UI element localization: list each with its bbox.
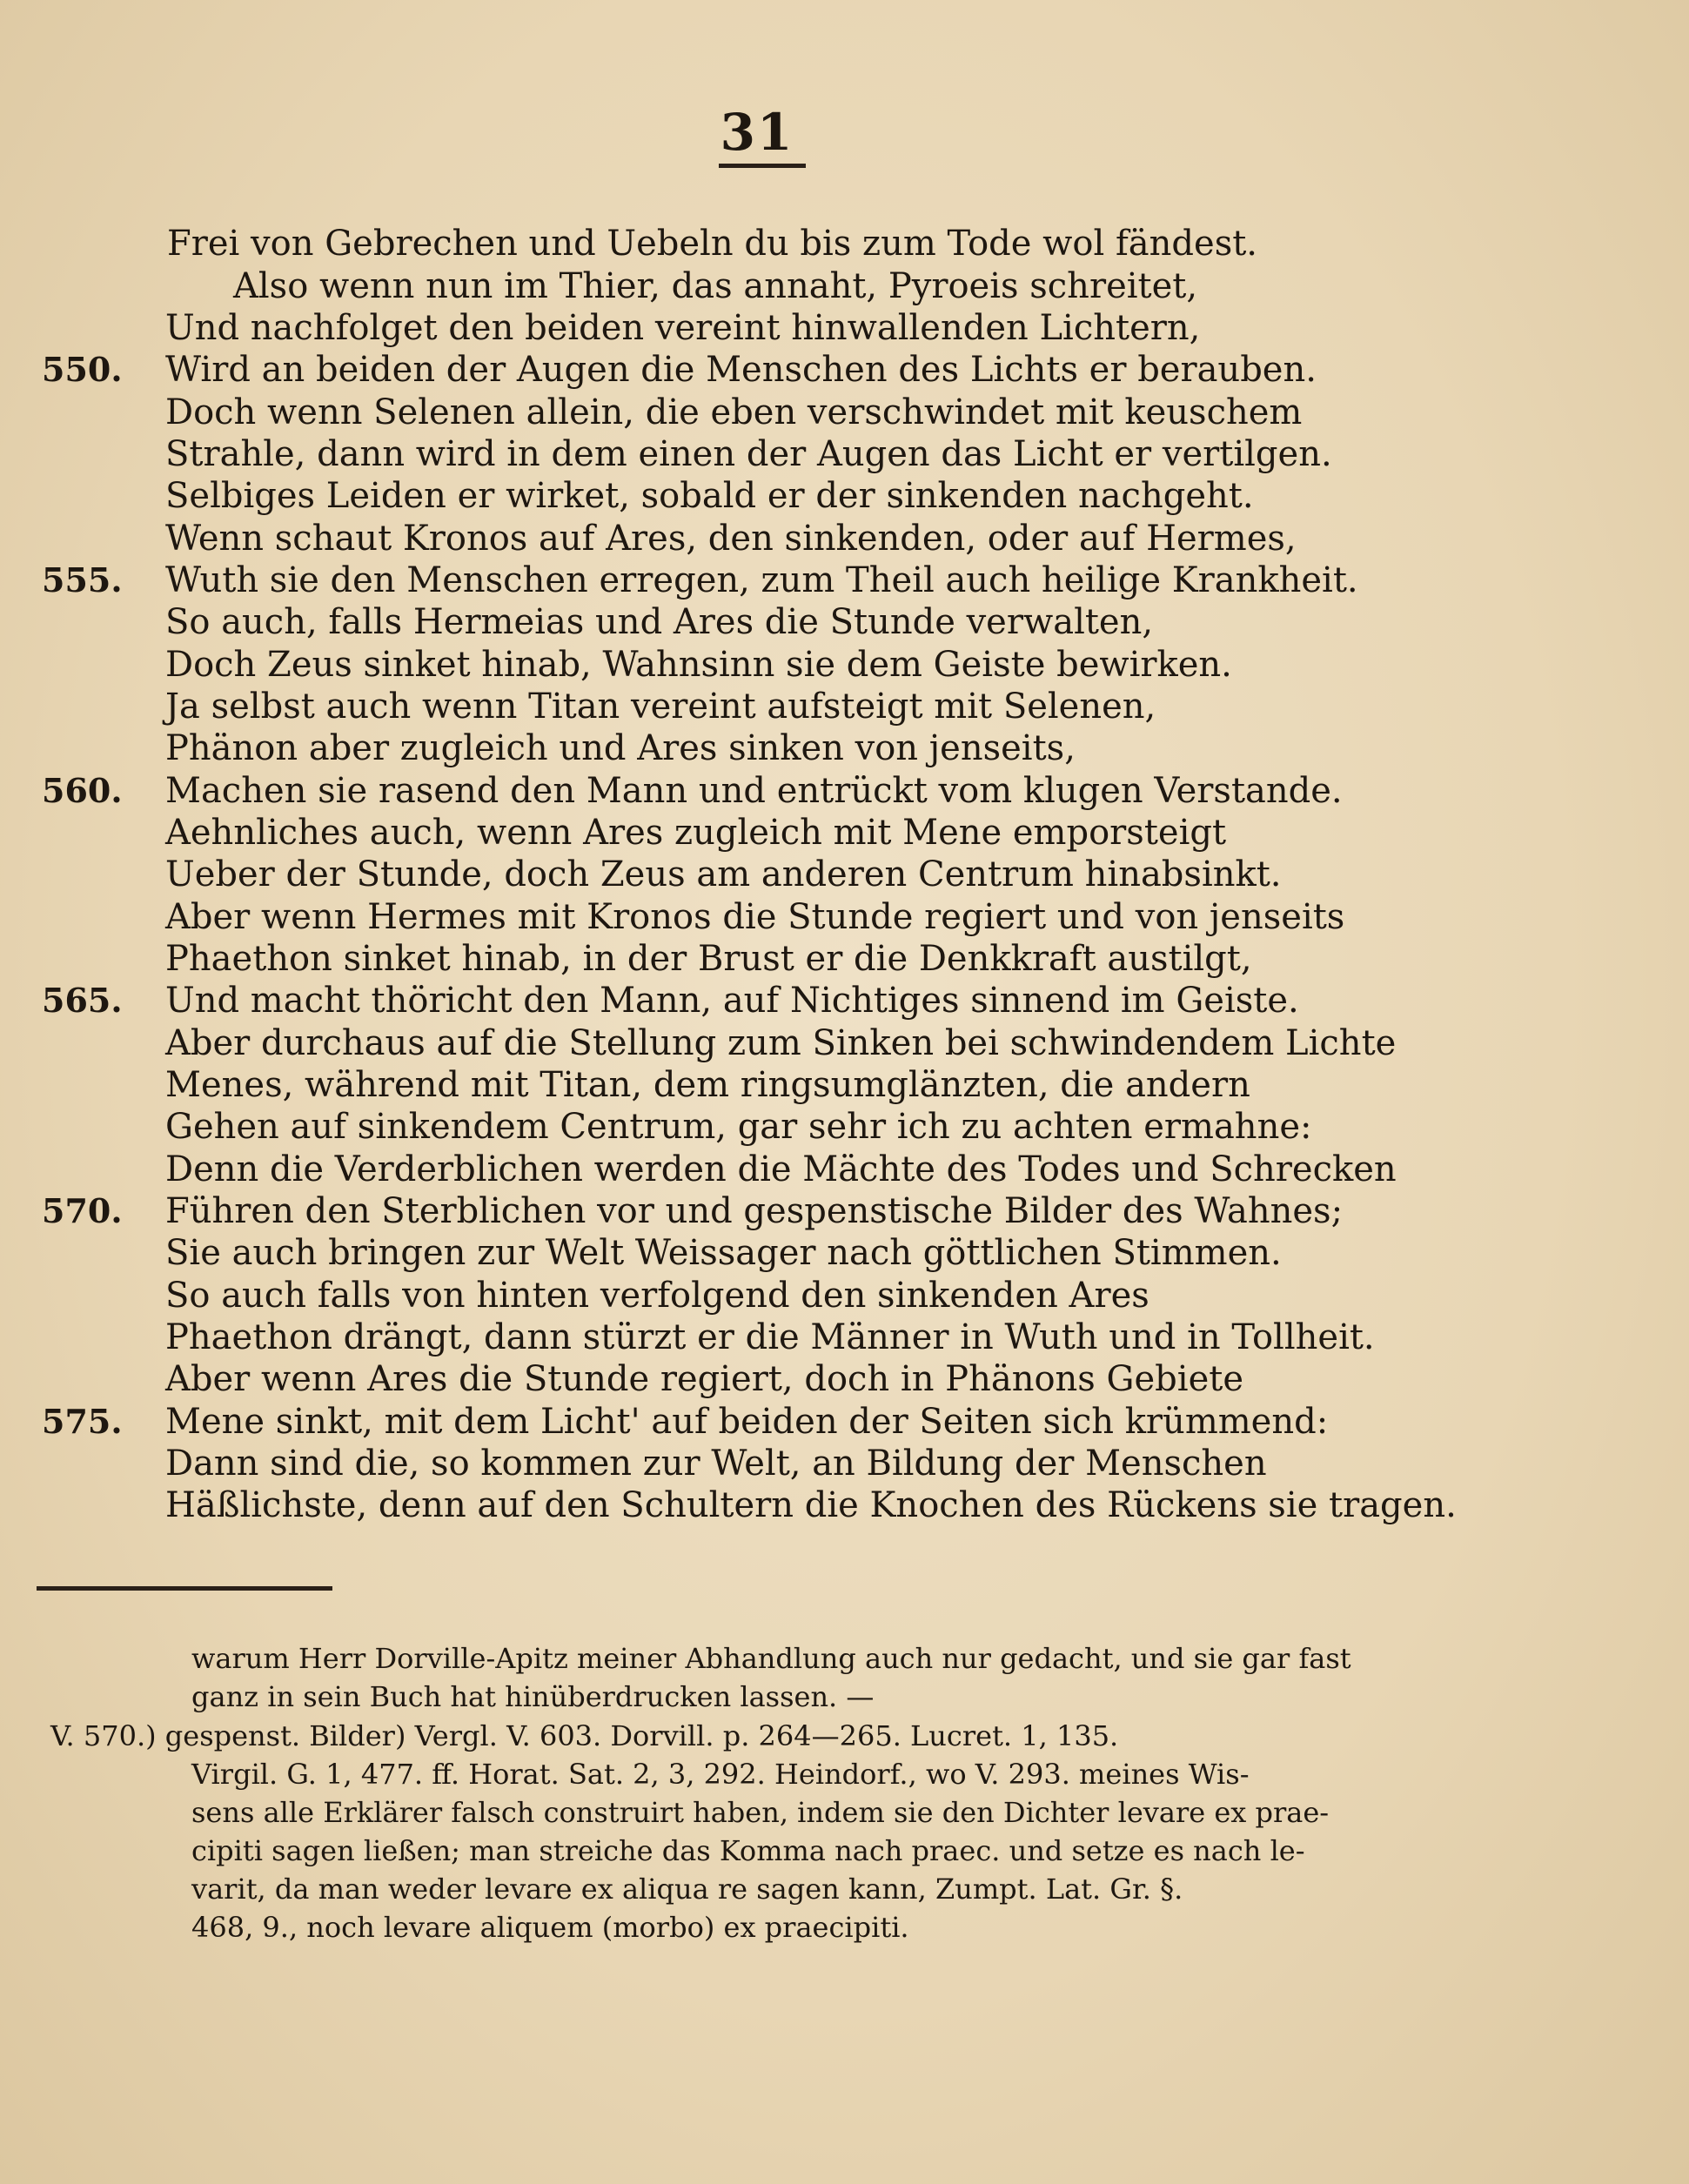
verse-line: Aber wenn Hermes mit Kronos die Stunde regiert und von jenseits — [165, 897, 1345, 937]
verse-line: Frei von Gebrechen und Uebeln du bis zum Tode wol fändest. — [167, 224, 1258, 264]
verse-line: Häßlichste, denn auf den Schultern die Knochen des Rückens sie tragen. — [165, 1485, 1457, 1525]
verse-line: Denn die Verderblichen werden die Mächte des Todes und Schrecken — [165, 1149, 1397, 1189]
line-number: 575. — [42, 1402, 123, 1441]
verse-line: Aehnliches auch, wenn Ares zugleich mit Mene emporsteigt — [165, 813, 1227, 853]
verse-line: Gehen auf sinkendem Centrum, gar sehr ich zu achten ermahne: — [165, 1107, 1312, 1147]
verse-line: Und macht thöricht den Mann, auf Nichtiges sinnend im Geiste. — [165, 981, 1299, 1021]
verse-line: Aber wenn Ares die Stunde regiert, doch in Phänons Gebiete — [165, 1359, 1243, 1399]
page-number: 31 — [720, 103, 794, 162]
line-number: 565. — [42, 981, 123, 1020]
footnote-line: varit, da man weder levare ex aliqua re sagen kann, Zumpt. Lat. Gr. §. — [191, 1872, 1183, 1906]
verse-line: So auch falls von hinten verfolgend den sinkenden Ares — [165, 1276, 1149, 1316]
verse-line: Wuth sie den Menschen erregen, zum Theil auch heilige Krankheit. — [165, 560, 1358, 600]
verse-line: Aber durchaus auf die Stellung zum Sinken bei schwindendem Lichte — [165, 1023, 1397, 1063]
line-number: 555. — [42, 560, 123, 600]
footnote-line: V. 570.) gespenst. Bilder) Vergl. V. 603. Dorvill. p. 264—265. Lucret. 1, 135. — [50, 1719, 1119, 1752]
verse-line: Selbiges Leiden er wirket, sobald er der sinkenden nachgeht. — [165, 476, 1254, 516]
verse-line: Machen sie rasend den Mann und entrückt vom klugen Verstande. — [165, 771, 1343, 811]
footnote-line: warum Herr Dorville-Apitz meiner Abhandlung auch nur gedacht, und sie gar fast — [191, 1642, 1351, 1675]
verse-line: Wenn schaut Kronos auf Ares, den sinkenden, oder auf Hermes, — [165, 519, 1297, 559]
footnote-separator — [37, 1586, 332, 1591]
verse-line: Ja selbst auch wenn Titan vereint aufsteigt mit Selenen, — [165, 687, 1156, 727]
verse-line: Strahle, dann wird in dem einen der Augen das Licht er vertilgen. — [165, 434, 1332, 474]
footnote-line: ganz in sein Buch hat hinüberdrucken lassen. — — [191, 1680, 875, 1713]
verse-line: Sie auch bringen zur Welt Weissager nach göttlichen Stimmen. — [165, 1233, 1282, 1273]
footnote-line: 468, 9., noch levare aliquem (morbo) ex praecipiti. — [191, 1911, 909, 1944]
verse-line: Doch Zeus sinket hinab, Wahnsinn sie dem Geiste bewirken. — [165, 645, 1232, 685]
page-number-rule — [719, 164, 806, 168]
footnote-line: sens alle Erklärer falsch construirt haben, indem sie den Dichter levare ex prae- — [191, 1796, 1330, 1829]
footnote-line: Virgil. G. 1, 477. ff. Horat. Sat. 2, 3, 292. Heindorf., wo V. 293. meines Wis- — [191, 1758, 1250, 1791]
verse-line: Phänon aber zugleich und Ares sinken von jenseits, — [165, 728, 1076, 768]
verse-line: Phaethon drängt, dann stürzt er die Männer in Wuth und in Tollheit. — [165, 1317, 1375, 1357]
verse-line: Und nachfolget den beiden vereint hinwallenden Lichtern, — [165, 308, 1201, 348]
verse-line: So auch, falls Hermeias und Ares die Stunde verwalten, — [165, 602, 1154, 642]
verse-line: Ueber der Stunde, doch Zeus am anderen Centrum hinabsinkt. — [165, 854, 1282, 894]
line-number: 560. — [42, 771, 123, 810]
verse-line: Führen den Sterblichen vor und gespenstische Bilder des Wahnes; — [165, 1191, 1344, 1231]
verse-line: Menes, während mit Titan, dem ringsumglänzten, die andern — [165, 1065, 1250, 1105]
verse-line: Dann sind die, so kommen zur Welt, an Bildung der Menschen — [165, 1444, 1267, 1484]
verse-line: Doch wenn Selenen allein, die eben verschwindet mit keuschem — [165, 392, 1303, 432]
verse-line: Also wenn nun im Thier, das annaht, Pyroeis schreitet, — [233, 266, 1198, 306]
verse-line: Phaethon sinket hinab, in der Brust er die Denkkraft austilgt, — [165, 939, 1252, 979]
verse-line: Wird an beiden der Augen die Menschen des Lichts er berauben. — [165, 350, 1317, 390]
verse-line: Mene sinkt, mit dem Licht' auf beiden der Seiten sich krümmend: — [165, 1402, 1329, 1442]
line-number: 550. — [42, 350, 123, 389]
footnote-line: cipiti sagen ließen; man streiche das Komma nach praec. und setze es nach le- — [191, 1834, 1305, 1867]
line-number: 570. — [42, 1191, 123, 1230]
